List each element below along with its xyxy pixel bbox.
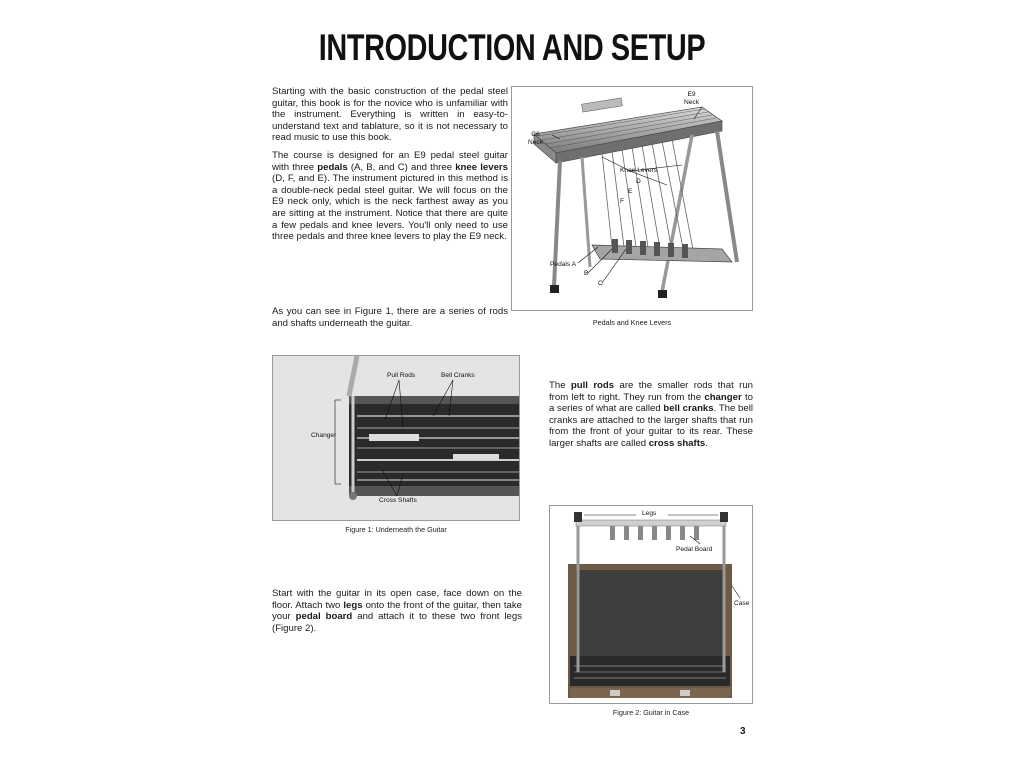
figure-2-guitar-in-case [549,505,753,704]
pedal-steel-guitar-photo [512,87,752,310]
label-pedal-b: B [584,270,589,277]
page-title: INTRODUCTION AND SETUP [318,27,706,68]
underneath-guitar-photo [273,356,519,520]
label-pedals-a: Pedals A [550,261,577,268]
figure-2-caption: Figure 2: Guitar in Case [612,708,690,717]
label-pull-rods: Pull Rods [387,372,416,379]
label-changer: Changer [311,432,337,439]
pull-rods-paragraph: The pull rods are the smaller rods that run from left to right. They run from the changer to a series of what are called bell cranks. The bell cranks are attached to the larger shafts that run from the front of your guitar to its rear. These larger shafts are called cross shafts. [549,380,753,449]
label-bell-cranks: Bell Cranks [441,372,475,379]
intro-paragraph-2: The course is designed for an E9 pedal steel guitar with three pedals (A, B, and C) and three knee levers (D, F, and E). The instrument pictured in this method is a double-neck pedal steel guitar. We will focus on the E9 neck only, which is the neck farthest away as you are sitting at the instrument. Notice that there are quite a few pedals and knee levers. You'll only need to use three pedals and three knee levers to play the E9 neck. [272,149,508,243]
label-legs: Legs [642,510,657,517]
setup-paragraph: Start with the guitar in its open case, face down on the floor. Attach two legs onto the front of the guitar, then take your pedal board and attach it to these two front legs (Figure 2). [272,588,522,634]
label-knee-f: F [620,198,625,205]
page-number: 3 [740,726,746,737]
label-pedal-board: Pedal Board [676,546,713,553]
intro-paragraph-1: Starting with the basic construction of the pedal steel guitar, this book is for the novice who is unfamiliar with the instrument. Everything is written in easy-to-understand text and tablature, so it is not necessary to read music to use this book. [272,86,508,144]
figure-1-underneath [272,355,520,521]
intro-text-block [272,86,508,243]
label-e9-neck: E9 Neck [684,91,700,106]
pedals-knee-levers-figure [511,86,753,311]
label-pedal-c: C [598,280,603,287]
label-case: Case [734,600,750,607]
figure-pedals-caption: Pedals and Knee Levers [592,318,672,327]
figure-1-caption: Figure 1: Underneath the Guitar [345,525,447,534]
label-cross-shafts: Cross Shafts [379,497,417,504]
guitar-in-case-photo [550,506,752,703]
label-c6-neck: C6 Neck [528,131,544,146]
label-knee-d: D [636,178,641,185]
label-knee-e: E [628,188,633,195]
intro-paragraph-3: As you can see in Figure 1, there are a series of rods and shafts underneath the guitar. [272,306,508,329]
label-knee-levers: Knee Levers [620,167,658,174]
